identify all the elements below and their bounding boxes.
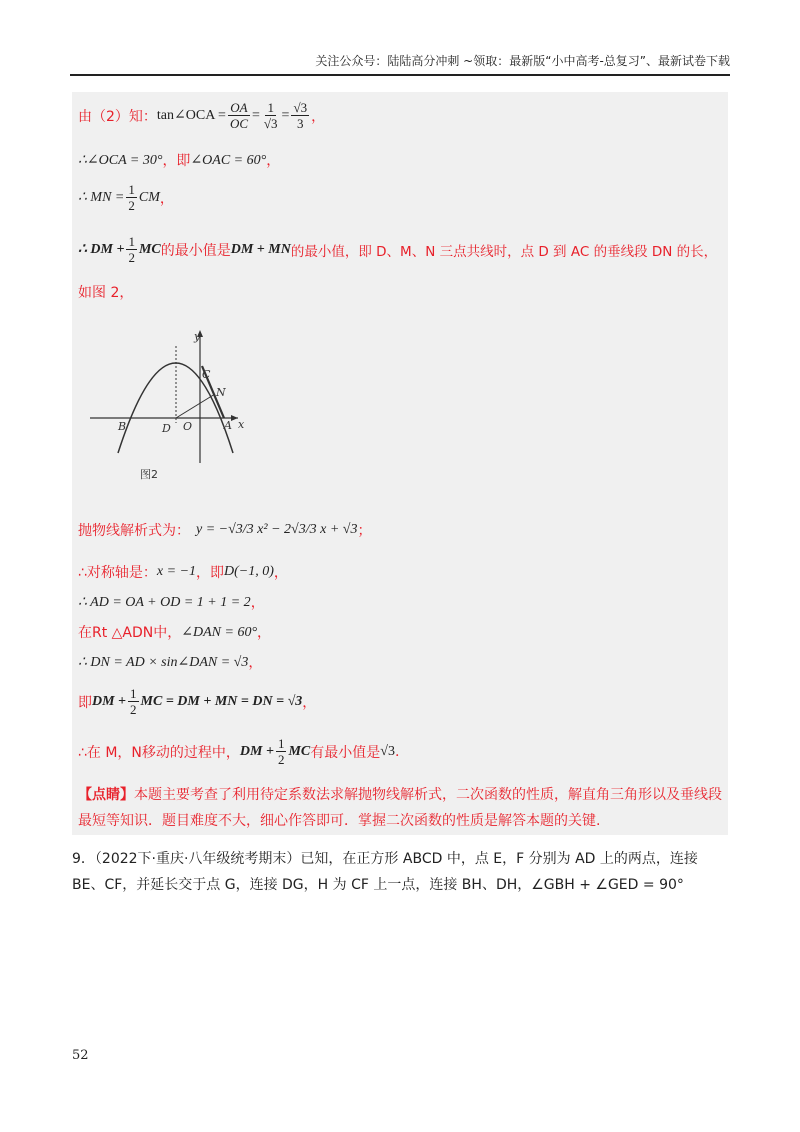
page-header: 关注公众号：陆陆高分冲刺 ~领取：最新版“小中高考-总复习”、最新试卷下载 [70, 52, 730, 76]
solution-line-1: 由（2）知： tan∠OCA = $\frac{OA}{OC}$ = $\frac{1}{√3}$ = $\frac{√3}{3}$ ， [78, 100, 326, 131]
solution-line-8: ∴ AD = OA + OD = 1 + 1 = 2 ， [78, 594, 265, 611]
solution-line-4: ∴ DM + $\frac{1}{2}$ MC 的最小值是 DM + MN 的最小值，即 D、M、N 三点共线时，点 D 到 AC 的垂线段 DN 的长， [78, 234, 718, 265]
solution-line-10: ∴ DN = AD × sin∠DAN = √3 ， [78, 654, 263, 671]
label-b: B [118, 420, 127, 433]
fraction: $\frac{1}{√3}$ [263, 100, 278, 131]
fraction: $\frac{1}{2}$ [128, 182, 135, 213]
label-x: x [238, 418, 245, 431]
figure-caption: 图2 [140, 468, 158, 481]
label-n: N [216, 386, 226, 399]
solution-line-6: 抛物线解析式为： y = −√3/3 x² − 2√3/3 x + √3 ； [78, 522, 372, 539]
label-a: A [224, 419, 232, 432]
fraction: $\frac{√3}{3}$ [293, 100, 308, 131]
label-o: O [183, 420, 193, 433]
solution-line-7: ∴对称轴是： x = −1 ，即 D(−1, 0) ， [78, 564, 288, 581]
fraction: $\frac{OA}{OC}$ [229, 100, 248, 131]
solution-line-12: ∴在 M，N移动的过程中， DM + $\frac{1}{2}$ MC 有最小值是 √3 . [78, 736, 400, 767]
solution-line-5: 如图 2， [78, 285, 134, 301]
solution-block [72, 92, 728, 835]
solution-line-11: 即 DM + $\frac{1}{2}$ MC = DM + MN = DN = √3 ， [78, 686, 317, 717]
label-d: D [162, 422, 171, 435]
fraction: $\frac{1}{2}$ [128, 234, 135, 265]
parabola-figure [88, 328, 248, 488]
solution-line-3: ∴ MN = $\frac{1}{2}$ CM ， [78, 182, 174, 213]
label-y: y [194, 330, 201, 343]
problem-9: 9．（2022下·重庆·八年级统考期末）已知，在正方形 ABCD 中，点 E，F 分别为 AD 上的两点，连接 BE、CF，并延长交于点 G，连接 DG，H 为 CF 上一点，连接 BH、DH，∠GBH + ∠GED = 90° [72, 851, 698, 893]
solution-line-2: ∴∠OCA = 30° ，即 ∠OAC = 60° ， [78, 152, 281, 169]
fraction: $\frac{1}{2}$ [130, 686, 137, 717]
page-number: 52 [72, 1048, 89, 1063]
key-point-note [78, 782, 726, 834]
solution-line-9: 在Rt △ADN中， ∠DAN = 60° ， [78, 624, 272, 641]
label-c: C [202, 368, 211, 381]
key-point-text: 本题主要考查了利用待定系数法求解抛物线解析式，二次函数的性质，解直角三角形以及垂线段最短等知识．题目难度不大，细心作答即可．掌握二次函数的性质是解答本题的关键. [78, 787, 722, 829]
fraction: $\frac{1}{2}$ [277, 736, 285, 767]
key-point-tag: 【点睛】 [78, 787, 134, 803]
